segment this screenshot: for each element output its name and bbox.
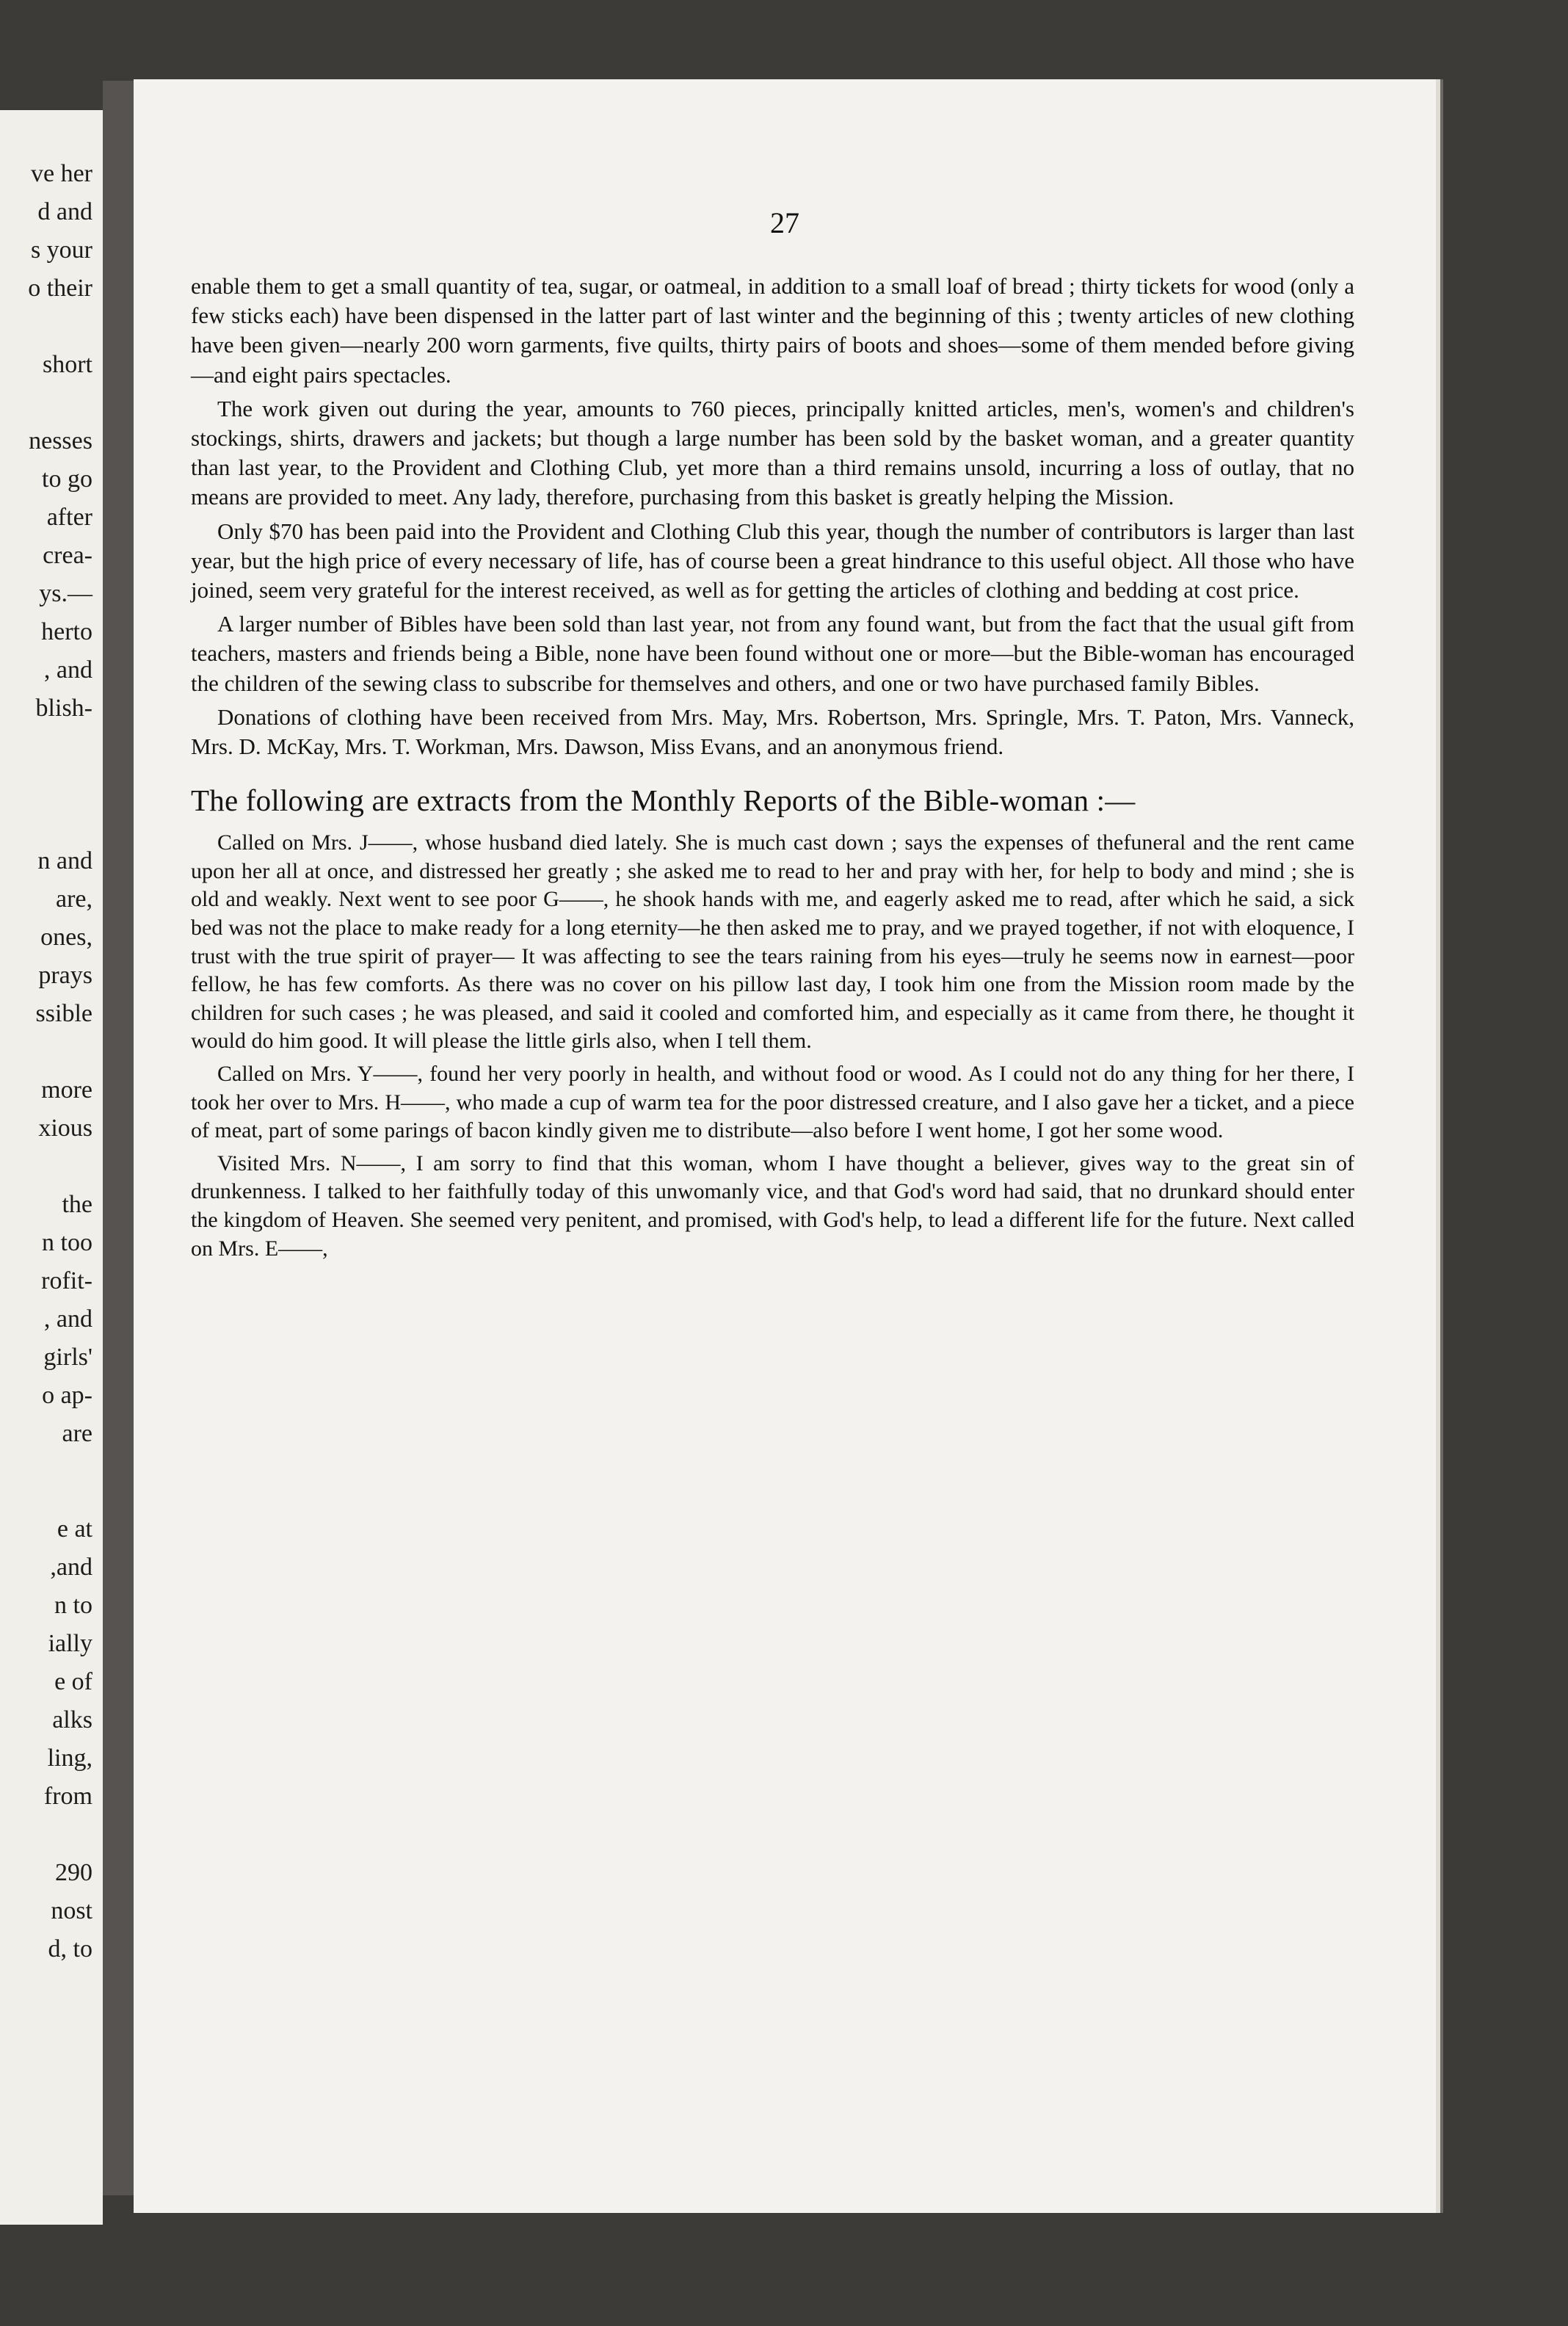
- facing-page-line: ys.—: [39, 580, 92, 607]
- facing-page-line: blish-: [35, 695, 92, 722]
- facing-page-line: n and: [37, 847, 92, 874]
- facing-page-line: n to: [54, 1592, 92, 1619]
- facing-page-line: ve her: [30, 160, 92, 187]
- facing-page-line: o ap-: [42, 1382, 92, 1409]
- facing-page-line: s your: [30, 236, 92, 264]
- facing-page-line: short: [43, 351, 92, 378]
- facing-page-line: ,and: [50, 1554, 92, 1581]
- facing-page-line: from: [43, 1783, 92, 1810]
- facing-page-line: to go: [42, 465, 92, 493]
- report-extracts: [191, 829, 1354, 1263]
- facing-page-line: n too: [42, 1229, 92, 1256]
- facing-page-line: d and: [37, 198, 92, 225]
- paragraph: The work given out during the year, amounts to 760 pieces, principally knitted articles, men's, women's and children's stockings, shirts, drawers and jackets; but though a large number has been sold by the basket woman, and a greater quantity than last year, to the Provident and Clothing Club, yet more than a third remains unsold, incurring a loss of outlay, that no means are provided to meet. Any lady, therefore, purchasing from this basket is greatly helping the Mission.: [191, 395, 1354, 510]
- facing-page-line: after: [46, 504, 92, 531]
- facing-page-line: o their: [28, 275, 92, 302]
- facing-page-line: xious: [38, 1115, 92, 1142]
- facing-page-line: 290: [55, 1859, 92, 1886]
- facing-page-line: nesses: [29, 427, 92, 454]
- page-body: [191, 272, 1354, 1263]
- extract-paragraph: Visited Mrs. N——, I am sorry to find that this woman, whom I have thought a believer, gives way to the great sin of drunkenness. I talked to her faithfully today of this unwomanly vice, and that God's word had said, that no drunkard should enter the kingdom of Heaven. She seemed very penitent, and promised, with God's help, to lead a different life for the future. Next called on Mrs. E——,: [191, 1151, 1354, 1261]
- paragraph: Only $70 has been paid into the Provident and Clothing Club this year, though the number of contributors is larger than last year, but the high price of every necessary of life, has of course been a great hindrance to this useful object. All those who have joined, seem very grateful for the interest received, as well as for getting the articles of clothing and bedding at cost price.: [191, 518, 1354, 604]
- paragraph: A larger number of Bibles have been sold than last year, not from any found want, but from the fact that the usual gift from teachers, masters and friends being a Bible, none have been found without one or more—but the Bible-woman has encouraged the children of the sewing class to subscribe for themselves and others, and one or two have purchased family Bibles.: [191, 611, 1354, 696]
- extract-paragraph: Called on Mrs. Y——, found her very poorly in health, and without food or wood. As I could not do any thing for her there, I took her over to Mrs. H——, who made a cup of warm tea for the poor distressed creature, and I also gave her a ticket, and a piece of meat, part of some parings of bacon kindly given me to distribute—also before I went home, I got her some wood.: [191, 1062, 1354, 1143]
- facing-page-line: ssible: [35, 1000, 92, 1027]
- facing-page-line: e at: [57, 1515, 92, 1543]
- facing-page-line: nost: [51, 1897, 92, 1924]
- paragraph: enable them to get a small quantity of tea, sugar, or oatmeal, in addition to a small loaf of bread ; thirty tickets for wood (only a few sticks each) have been dispensed in the latter part of last winter and the beginning of this ; twenty articles of new clothing have been given—nearly 200 worn garments, five quilts, thirty pairs of boots and shoes—some of them mended before giving—and eight pairs spectacles.: [191, 273, 1354, 388]
- facing-page-fragment: [0, 110, 103, 2225]
- facing-page-line: more: [41, 1076, 92, 1104]
- facing-page-line: prays: [38, 962, 92, 989]
- facing-page-line: are,: [55, 885, 92, 913]
- facing-page-line: the: [62, 1191, 92, 1218]
- facing-page-line: d, to: [48, 1935, 92, 1963]
- facing-page-line: ones,: [40, 924, 92, 951]
- facing-page-line: are: [62, 1420, 92, 1447]
- section-heading: The following are extracts from the Monthly Reports of the Bible-woman :—: [191, 783, 1136, 818]
- facing-page-line: herto: [41, 618, 92, 645]
- facing-page-line: ially: [48, 1630, 92, 1657]
- facing-page-line: crea-: [43, 542, 92, 569]
- paragraph: Donations of clothing have been received from Mrs. May, Mrs. Robertson, Mrs. Springle, Mrs. T. Paton, Mrs. Vanneck, Mrs. D. McKay, Mrs. T. Workman, Mrs. Dawson, Miss Evans, and an anonymous friend.: [191, 703, 1354, 760]
- extract-paragraph: Called on Mrs. J——, whose husband died lately. She is much cast down ; says the expenses of thefuneral and the rent came upon her all at once, and distressed her greatly ; she asked me to read to her and pray with her, for help to body and mind ; she is old and weakly. Next went to see poor G——, he shook hands with me, and eagerly asked me to read, after which he said, a sick bed was not the place to make ready for a long eternity—he then asked me to pray, and we prayed together, if not with eloquence, I trust with the true spirit of prayer— It was affecting to see the tears raining from his eyes—truly he seems now in earnest—poor fellow, he has few comforts. As there was no cover on his pillow last day, I took him one from the Mission room made by the children for such cases ; he was pleased, and said it cooled and comforted him, and especially as it came from there, he thought it would do him good. It will please the little girls also, when I tell them.: [191, 830, 1354, 1054]
- facing-page-line: , and: [43, 1305, 92, 1333]
- facing-page-line: alks: [52, 1706, 92, 1733]
- facing-page-line: , and: [43, 656, 92, 684]
- facing-page-line: girls': [43, 1344, 92, 1371]
- page-number: 27: [770, 206, 799, 239]
- page: [134, 79, 1436, 2213]
- facing-page-line: ling,: [47, 1744, 92, 1772]
- facing-page-line: e of: [54, 1668, 92, 1695]
- facing-page-line: rofit-: [41, 1267, 92, 1294]
